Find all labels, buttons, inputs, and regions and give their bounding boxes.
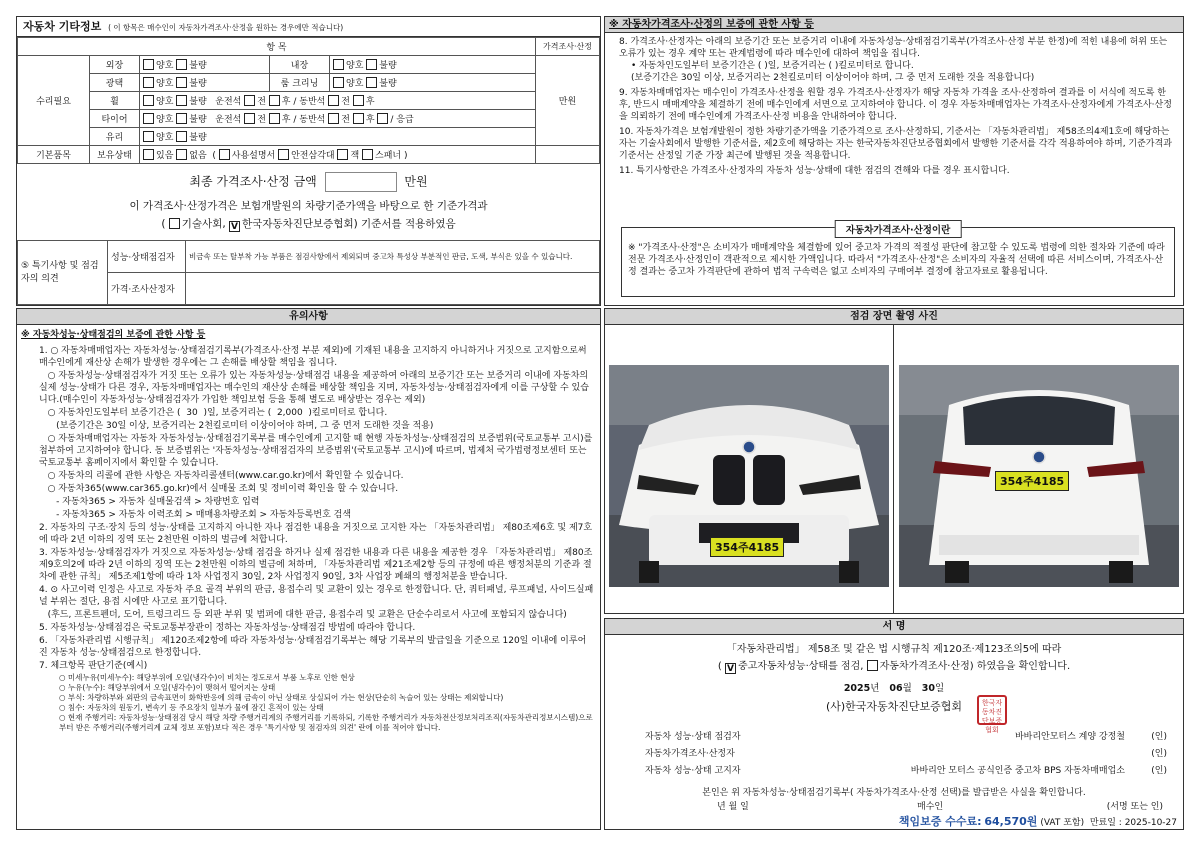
notice-item: 1. ○ 자동차매매업자는 자동차성능·상태점검기록부(가격조사·산정 부분 제외)에 기재된 내용을 고지하지 아니하거나 거짓으로 고지함으로써 매수인에게 재산상 손해가 발생한 경우에는 그 손해를 배상할 책임을 집니다. [39,346,590,368]
checkbox-interior-good[interactable] [333,59,344,70]
org-stamp: 한국자동차진단보증협회 [977,695,1007,725]
checkbox-tire-pass-front[interactable] [328,113,339,124]
checkbox-basis-tech[interactable] [169,218,180,229]
label-driver-side: 운전석 [215,115,242,125]
notice-panel [16,308,601,830]
item-8-note: (보증기간은 30일 이상, 보증거리는 2천킬로미터 이상이어야 하며, 그 중 먼저 도래한 것을 적용합니다) [631,73,1035,83]
label-rear: 후 [281,97,291,107]
label-emergency: / 응급 [390,115,414,125]
perf-inspector-text: 비금속 또는 탈부착 가능 부품은 점검사항에서 제외되며 중고차 특성상 부분적인 판금, 도색, 부식은 있을 수 있습니다. [186,241,600,273]
fee-vat: (VAT 포함) [1040,818,1085,828]
criteria-item: ○ 침수: 자동차의 원동기, 변속기 등 주요장치 일부가 물에 잠긴 흔적이 있는 상태 [59,703,324,712]
label-good: 양호 [346,79,364,89]
label-bad: 불량 [189,79,207,89]
signature-row-label: 자동차가격조사·산정자 [645,749,735,759]
checkbox-possession-none[interactable] [176,149,187,160]
checkbox-wheel-driver-front[interactable] [244,95,255,106]
notice-item: 4. ⊙ 사고이력 인정은 사고로 자동차 주요 골격 부위의 판금, 용접수리 및 교환이 있는 경우로 한정합니다. 단, 쿼터패널, 루프패널, 사이드실패널 부위는 절단, 용접 시에만 사고로 표기합니다. [39,585,594,607]
col-item: 항 목 [18,38,536,56]
checkbox-wheel-driver-rear[interactable] [269,95,280,106]
label-front: 전 [257,115,266,125]
final-price-input[interactable] [325,172,397,192]
label-good: 양호 [156,61,174,71]
label-front: 전 [341,97,350,107]
checkbox-glass-bad[interactable] [176,131,187,142]
label-possession: 보유상태 [90,146,140,164]
label-wheel: 휠 [90,92,140,110]
price-inspector-label: 가격·조사산정자 [108,273,186,305]
notice-item: 7. 체크항목 판단기준(예시) [39,661,148,671]
checkbox-tire-bad[interactable] [176,113,187,124]
criteria-item: ○ 부식: 차량하부와 외판의 금속표면이 화학반응에 의해 금속이 아닌 상태로 상실되어 가는 현상(단순히 녹슬어 있는 상태는 제외합니다) [59,693,504,702]
checkbox-exterior-good[interactable] [143,59,154,70]
label-bad: 불량 [379,61,397,71]
checkbox-gloss-bad[interactable] [176,77,187,88]
item-11: 11. 특기사항란은 가격조사·산정자의 자동차 성능·상태에 대한 점검의 견해와 다를 경우 표시합니다. [619,166,1010,176]
final-price-label: 최종 가격조사·산정 금액 [189,174,317,189]
label-interior: 내장 [270,56,330,74]
signature-row-seal[interactable]: (인) [1151,766,1167,776]
buyer-sign: (서명 또는 인) [1106,802,1163,812]
opinion-label: ⑤ 특기사항 및 점검자의 의견 [18,241,108,305]
photo-header: 점검 장면 촬영 사진 [605,309,1183,325]
label-none: 없음 [189,151,207,161]
repair-unit: 만원 [536,56,600,146]
buyer-date: 년 월 일 [717,802,749,812]
item-10: 10. 자동차가격은 보험개발원이 정한 차량기준가액을 기준가격으로 조사·산정하되, 기준서는 「자동차관리법」 제58조의4제1호에 해당하는 자는 기술사회에서 발행한 기준서를, 제2호에 해당하는 자는 한국자동차진단보증협회에서 발행한 기준서를 각각 적용하여야 하며, 기준가격과 기준서는 산정일 기준 가장 최근에 발행된 것을 적용합니다. [619,127,1172,161]
label-bad: 불량 [189,133,207,143]
label-front: 전 [341,115,350,125]
label-jack: 잭 [350,151,360,161]
notice-item: ○ 자동차의 리콜에 관한 사항은 자동차리콜센터(www.car.go.kr)에서 확인할 수 있습니다. [39,471,404,481]
notice-item: ○ 자동차365(www.car365.go.kr)에서 실매물 조회 및 정비이력 확인을 할 수 있습니다. [39,484,399,494]
label-bad: 불량 [189,115,207,125]
label-good: 양호 [156,115,174,125]
final-price-unit: 만원 [404,174,428,189]
label-good: 양호 [346,61,364,71]
checkbox-tire-driver-rear[interactable] [269,113,280,124]
notice-item: (후드, 프론트펜더, 도어, 트렁크리드 등 외판 부위 및 범퍼에 대한 판금, 용접수리 및 교환은 단순수리로서 사고에 포함되지 않습니다) [39,610,567,620]
checkbox-exterior-bad[interactable] [176,59,187,70]
photo-panel [604,308,1184,614]
checkbox-basis-kadia[interactable]: V [229,221,240,232]
signature-row-seal[interactable]: (인) [1151,732,1167,742]
fee-value: 64,570원 [984,815,1038,828]
perf-inspector-label: 성능·상태점검자 [108,241,186,273]
criteria-item: ○ 미세누유(미세누수): 해당부위에 오일(냉각수)이 비치는 정도로서 부품 노후로 인한 현상 [59,673,355,682]
notice-item: - 자동차365 > 자동차 이력조회 > 매매용차량조회 > 자동차등록번호 검색 [39,510,352,520]
signature-row-label: 자동차 성능·상태 점검자 [645,732,741,742]
label-have: 있음 [156,151,174,161]
label-basis-kadia: 한국자동차진단보증협회 [242,218,354,230]
signature-row-label: 자동차 성능·상태 고지자 [645,766,741,776]
checkbox-wheel-good[interactable] [143,95,154,106]
basic-label: 기본품목 [18,146,90,164]
signature-date: 2025년 06월 30일 [843,683,945,694]
label-manual: 사용설명서 [231,151,276,161]
label-glass: 유리 [90,128,140,146]
opinion-table [17,240,600,305]
checkbox-gloss-good[interactable] [143,77,154,88]
other-info-header [17,17,600,37]
col-price: 가격조사·산정 [536,38,600,56]
label-bad: 불량 [189,61,207,71]
notice-item: ○ 자동차매매업자는 자동차 자동차성능·상태점검기록부를 매수인에게 고지할 때 현행 자동차성능·상태점검의 보증범위(국토교통부 고시)를 첨부하여 고지하여야 합니다. 동 보증범위는 '자동차성능·상태점검자의 보증범위'(국토교통부 고시)에 따르며, 법제처 국가법령정보센터 또는 국토교통부 홈페이지에서 확인할 수 있습니다. [39,434,596,468]
notice-items [21,345,594,672]
checkbox-tire-pass-rear[interactable] [353,113,364,124]
fee-expiry: 만료일 : 2025-10-27 [1089,818,1177,828]
notice-item: - 자동차365 > 자동차 실매물검색 > 차량번호 입력 [39,497,260,507]
price-guarantee-panel [604,16,1184,306]
label-basis-tech: 기술사회, [181,218,226,230]
label-front: 전 [257,97,266,107]
notice-item: ○ 자동차인도일부터 보증기간은 ( 30 )일, 보증거리는 ( 2,000 )킬로미터로 합니다. [39,408,388,418]
final-price-row [17,172,600,192]
buyer-label: 매수인 [917,802,944,812]
notice-item: (보증기간은 30일 이상, 보증거리는 2천킬로미터 이상이어야 하며, 그 중 먼저 도래한 것을 적용) [39,421,434,431]
notice-body [17,325,600,733]
notice-item: 2. 자동차의 구조·장치 등의 성능·상태를 고지하지 아니한 자나 점검한 내용을 거짓으로 고지한 자는 「자동차관리법」 제80조제6호 및 제7호에 따라 2년 이하의 징역 또는 2천만원 이하의 벌금에 처합니다. [39,523,593,545]
price-guarantee-body [605,33,1183,177]
price-guarantee-title: ※ 자동차가격조사·산정의 보증에 관한 사항 등 [605,17,1183,33]
rear-car-photo [899,365,1179,587]
other-info-panel [16,16,601,306]
checkbox-wheel-bad[interactable] [176,95,187,106]
fee-label: 책임보증 수수료: [898,815,982,828]
checkbox-tire-good[interactable] [143,113,154,124]
front-car-photo [609,365,889,587]
label-good: 양호 [156,97,174,107]
criteria-item: ○ 현재 주행거리: 자동차성능·상태점검 당시 해당 차량 주행거리계의 주행거리를 기록하되, 기록한 주행거리가 자동차전산정보처리조직(자동차관리정보시스템)으로부터 받은 주행거리(주행거리계 교체 정보 포함)보다 적은 경우 '특기사항 및 점검자의 의견' 란에 이를 적어야 합니다. [59,713,593,732]
label-basis-tail: ) 기준서를 적용하였음 [353,218,456,230]
basis-line1: 이 가격조사·산정가격은 보험개발원의 차량기준가액을 바탕으로 한 기준가격과 [129,200,488,212]
signature-row-value: 바바리안 모터스 공식인증 중고차 BPS 자동차매매업소 [910,766,1125,776]
price-inspector-text[interactable] [186,273,600,305]
checkbox-wheel-pass-rear[interactable] [353,95,364,106]
notice-title: ※ 자동차성능·상태점검의 보증에 관한 사항 등 [21,330,206,340]
checkbox-triangle[interactable] [278,149,289,160]
item-8-sub: • 자동차인도일부터 보증기간은 ( )일, 보증거리는 ( )킬로미터로 합니다. [631,61,914,71]
item-9: 9. 자동차매매업자는 매수인이 가격조사·산정을 원할 경우 가격조사·산정자가 해당 자동차 가격을 조사·산정하여 결과를 이 서식에 적도록 한 후, 반드시 매매계약을 체결하기 전에 매수인에게 서면으로 고지하여야 합니다. 이 경우 자동차매매업자는 가격조사·산정자에게 가격조사·산정을 의뢰하기 전에 매수인에게 가격조사·산정 비용을 안내하여야 합니다. [619,88,1172,122]
signature-row-value: 바바리안모터스 계양 강정철 [1014,732,1125,742]
definition-text: ※ "가격조사·산정"은 소비자가 매매계약을 체결함에 있어 중고차 가격의 적절성 판단에 참고할 수 있도록 법령에 의한 절차와 기준에 따라 전문 가격조사·산정인이 객관적으로 제시한 가액입니다. 따라서 "가격조사·산정"은 소비자의 자율적 선택에 따른 서비스이며, 가격조사·산정 결과는 중고차 가격판단에 관하여 법적 구속력은 없고 소비자의 구매여부 결정에 참고자료로 활용됩니다. [628,243,1165,277]
signature-row-seal[interactable]: (인) [1151,749,1167,759]
label-passenger-side: / 동반석 [293,97,326,107]
checkbox-tire-emergency[interactable] [377,113,388,124]
signature-line1: 「자동차관리법」 제58조 및 같은 법 시행규칙 제120조·제123조의5에 따라 [726,644,1062,655]
repair-label: 수리필요 [18,56,90,146]
label-bad: 불량 [379,79,397,89]
checkbox-tire-driver-front[interactable] [244,113,255,124]
notice-item: ○ 자동차성능·상태점검자가 거짓 또는 오류가 있는 자동차성능·상태점검 내용을 제공하여 아래의 보증기간 또는 보증거리 이내에 자동차의 실제 성능·상태가 다른 경우, 자동차매매업자는 매수인의 재산상 손해를 배상할 책임을 지며, 자동차성능·상태점검자에게 이를 구상할 수 있습니다.(매수인이 자동차성능·상태점검자가 가입한 책임보험 등을 통해 별도로 배상받는 경우는 제외) [39,371,591,405]
item-8: 8. 가격조사·산정자는 아래의 보증기간 또는 보증거리 이내에 자동차성능·상태점검기록부(가격조사·산정 부분 한정)에 적힌 내용에 허위 또는 오류가 있는 경우 계약 또는 관계법령에 따라 매수인에 대하여 책임을 집니다. [619,37,1168,59]
checkbox-jack[interactable] [337,149,348,160]
other-info-subtitle: ( 이 항목은 매수인이 자동차가격조사·산정을 원하는 경우에만 적습니다) [108,23,344,32]
label-sign-price: 자동차가격조사·산정) 하였음을 확인합니다. [879,661,1071,672]
rear-plate: 354주4185 [995,471,1069,491]
checkbox-room-good[interactable] [333,77,344,88]
basis-line2: ( 기술사회, V 한국자동차진단보증협회) 기준서를 적용하였음 [161,218,456,232]
notice-item: 5. 자동차성능·상태점검은 국토교통부장관이 정하는 자동차성능·상태점검 방법에 따라야 합니다. [39,623,416,633]
notice-header: 유의사항 [17,309,600,325]
signature-panel [604,618,1184,830]
label-driver-side: 운전석 [215,97,242,107]
checkbox-sign-price[interactable] [867,660,878,671]
checkbox-spanner[interactable] [362,149,373,160]
notice-criteria [21,673,594,733]
checkbox-room-bad[interactable] [366,77,377,88]
label-gloss: 광택 [90,74,140,92]
label-good: 양호 [156,133,174,143]
checkbox-interior-bad[interactable] [366,59,377,70]
notice-item: 3. 자동차성능·상태점검자가 거짓으로 자동차성능·상태 점검을 하거나 실제 점검한 내용과 다른 내용을 제공한 경우 「자동차관리법」 제80조제9호의2에 따라 2년 이하의 징역 또는 2천만원 이하의 벌금에 처하며, 「자동차관리법 제21조제2항 등의 규정에 따른 행정처분의 기준과 절차에 관한 규칙」 제5조제1항에 따라 1차 사업정지 30일, 2차 사업정지 90일, 3차 사업장 폐쇄의 행정처분을 받습니다. [39,548,593,582]
label-spanner: 스패너 [375,151,402,161]
label-room-cleaning: 룸 크리닝 [270,74,330,92]
label-passenger-side: / 동반석 [293,115,326,125]
front-plate: 354주4185 [710,537,784,557]
signature-org: (사)한국자동차진단보증협회 [825,700,963,713]
label-rear: 후 [365,97,375,107]
criteria-item: ○ 누유(누수): 해당부위에서 오일(냉각수)이 맺혀서 떨어지는 상태 [59,683,276,692]
checkbox-wheel-pass-front[interactable] [328,95,339,106]
checkbox-glass-good[interactable] [143,131,154,142]
checkbox-sign-inspection[interactable]: V [725,663,736,674]
label-triangle: 안전삼각대 [291,151,335,161]
label-tire: 타이어 [90,110,140,128]
label-rear: 후 [365,115,375,125]
label-bad: 불량 [189,97,207,107]
label-exterior: 외장 [90,56,140,74]
label-good: 양호 [156,79,174,89]
buyer-line: 본인은 위 자동차성능·상태점검기록부( 자동차가격조사·산정 선택)를 발급받은 사실을 확인합니다. [702,788,1086,798]
label-sign-inspection: 중고자동차성능·상태를 점검, [737,661,864,672]
repair-table: 항 목 가격조사·산정 수리필요 외장 양호 불량 내장 양호 불량 만원 광택 양호 불량 룸 크리닝 양호 불량 휠 양호 불량 운전석 전 후 / 동반석 전 후 타이어 양호 불량 운전석 전 후 / 동반석 전 후 / 응급 유리 양호 불량 기본품목 보유상태 있음 없음 ( 사용설명서 안전삼각대 잭 스패너 ) [17,37,600,164]
signature-line2: ( V 중고자동차성능·상태를 점검, 자동차가격조사·산정) 하였음을 확인합니다. [717,661,1071,674]
signature-header: 서 명 [605,619,1183,635]
label-rear: 후 [281,115,291,125]
checkbox-manual[interactable] [219,149,230,160]
checkbox-possession-have[interactable] [143,149,154,160]
other-info-title: 자동차 기타정보 [23,20,102,33]
notice-item: 6. 「자동차관리법 시행규칙」 제120조제2항에 따라 자동차성능·상태점검기록부는 해당 기록부의 발급일을 기준으로 120일 이내에 이루어진 자동차 성능·상태점검으로 한정합니다. [39,636,587,658]
definition-box [621,227,1175,297]
fee-row [899,813,1177,829]
definition-title: 자동차가격조사·산정이란 [835,220,962,238]
